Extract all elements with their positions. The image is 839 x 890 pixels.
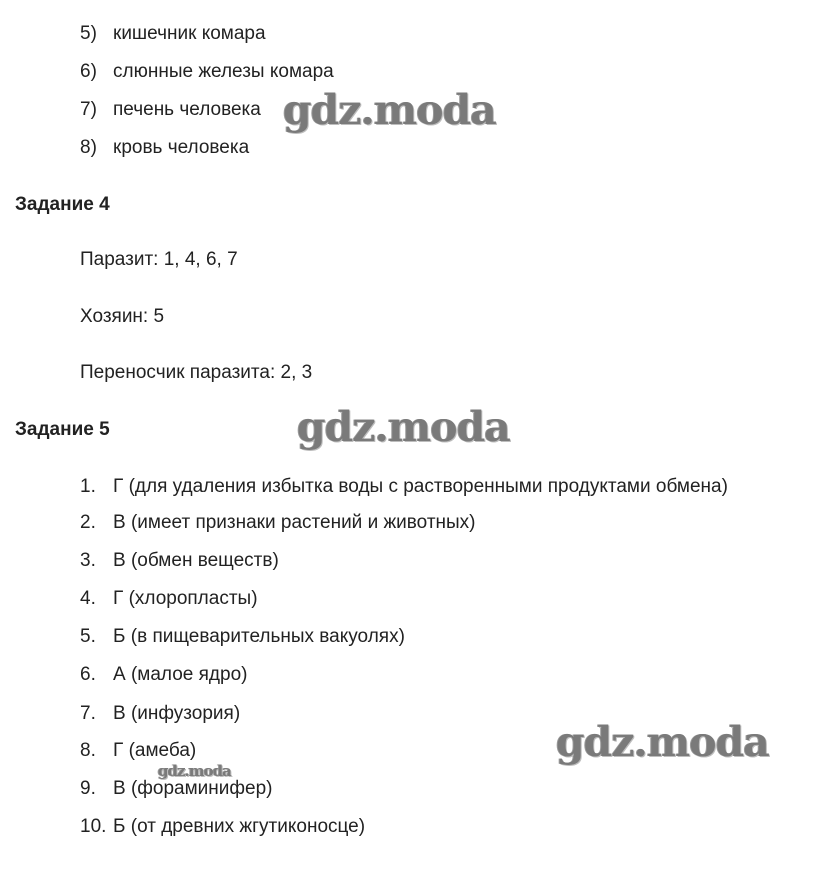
task-4-host: Хозяин: 5 bbox=[80, 306, 165, 327]
answer-number: 3. bbox=[80, 550, 96, 571]
answer-item bbox=[80, 625, 405, 649]
answer-text: Г (для удаления избытка воды с растворенными продуктами обмена) bbox=[113, 476, 728, 497]
answer-text: В (имеет признаки растений и животных) bbox=[113, 512, 476, 533]
answer-text: Б (в пищеварительных вакуолях) bbox=[113, 626, 405, 647]
answer-item bbox=[80, 702, 240, 726]
answer-number: 4. bbox=[80, 588, 96, 609]
task-4-heading: Задание 4 bbox=[15, 194, 110, 215]
list-item bbox=[80, 98, 261, 122]
answer-text: В (инфузория) bbox=[113, 703, 241, 724]
answer-item bbox=[80, 777, 273, 801]
list-item-text: кровь человека bbox=[113, 137, 250, 158]
list-item-number: 5) bbox=[80, 23, 97, 44]
answer-number: 5. bbox=[80, 626, 96, 647]
list-item bbox=[80, 22, 266, 46]
list-item-text: кишечник комара bbox=[113, 23, 266, 44]
answer-number: 9. bbox=[80, 778, 96, 799]
answer-text: Г (хлоропласты) bbox=[113, 588, 258, 609]
watermark: gdz.moda bbox=[297, 403, 510, 451]
watermark: gdz.moda bbox=[283, 86, 496, 134]
answer-text: Б (от древних жгутиконосце) bbox=[113, 816, 366, 837]
answer-item bbox=[80, 475, 728, 499]
answer-number: 2. bbox=[80, 512, 96, 533]
answer-text: Г (амеба) bbox=[113, 740, 197, 761]
answer-item bbox=[80, 739, 196, 763]
answer-number: 10. bbox=[80, 816, 107, 837]
watermark: gdz.moda bbox=[158, 762, 231, 780]
list-item-number: 6) bbox=[80, 61, 97, 82]
task-5-heading: Задание 5 bbox=[15, 419, 110, 440]
list-item-number: 7) bbox=[80, 99, 97, 120]
answer-text: В (обмен веществ) bbox=[113, 550, 279, 571]
answer-item bbox=[80, 587, 258, 611]
answer-item bbox=[80, 663, 247, 687]
list-item bbox=[80, 136, 249, 160]
answer-item bbox=[80, 549, 279, 573]
answer-item bbox=[80, 815, 365, 839]
answer-number: 6. bbox=[80, 664, 96, 685]
list-item-text: печень человека bbox=[113, 99, 261, 120]
task-4-parasite: Паразит: 1, 4, 6, 7 bbox=[80, 249, 238, 270]
answer-number: 1. bbox=[80, 476, 96, 497]
task-4-carrier: Переносчик паразита: 2, 3 bbox=[80, 362, 313, 383]
list-item bbox=[80, 60, 334, 84]
list-item-number: 8) bbox=[80, 137, 97, 158]
answer-text: В (фораминифер) bbox=[113, 778, 273, 799]
answer-text: А (малое ядро) bbox=[113, 664, 248, 685]
watermark: gdz.moda bbox=[556, 718, 769, 766]
list-item-text: слюнные железы комара bbox=[113, 61, 334, 82]
answer-number: 8. bbox=[80, 740, 96, 761]
answer-number: 7. bbox=[80, 703, 96, 724]
answer-item bbox=[80, 511, 476, 535]
